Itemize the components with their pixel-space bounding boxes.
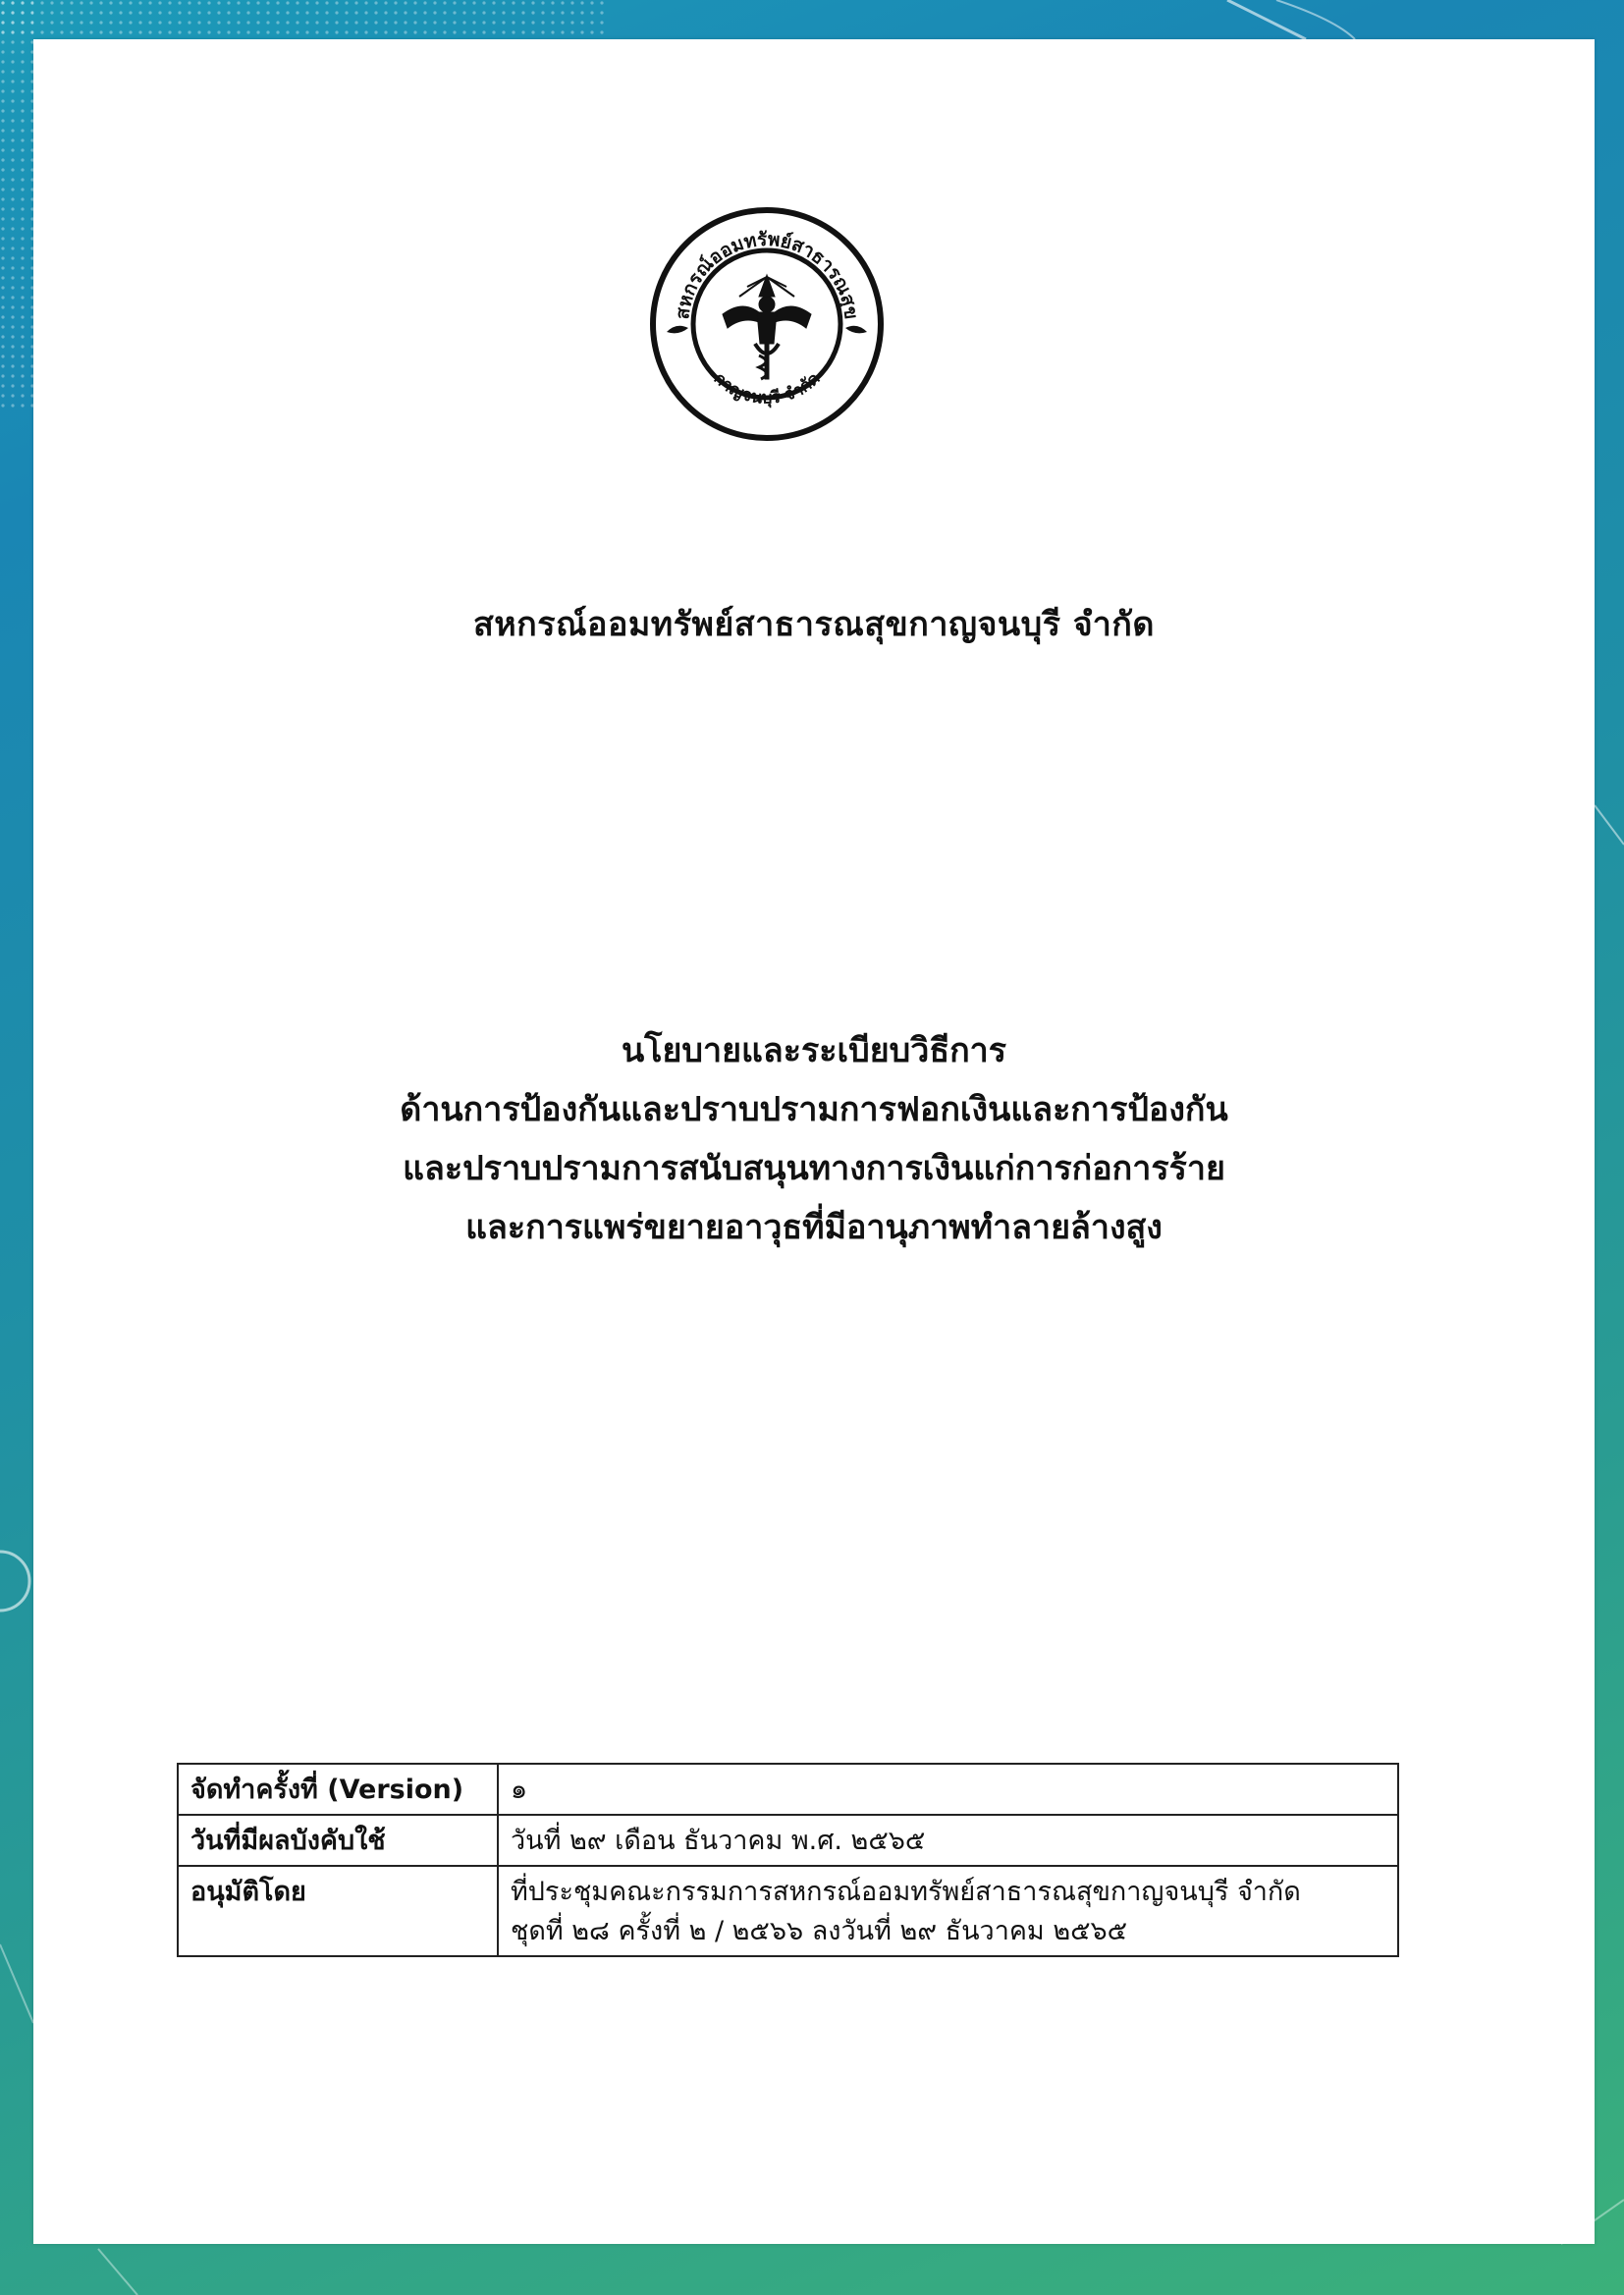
effective-date-label: วันที่มีผลบังคับใช้ [178, 1815, 498, 1866]
version-value: ๑ [498, 1764, 1398, 1815]
table-row [178, 1764, 1398, 1815]
policy-title-line-4: และการแพร่ขยายอาวุธที่มีอานุภาพทำลายล้างสูง [465, 1208, 1163, 1247]
version-label: จัดทำครั้งที่ (Version) [178, 1764, 498, 1815]
document-page [33, 39, 1595, 2244]
seal-bottom-text: กาญจนบุรี จำกัด [709, 368, 825, 409]
approved-by-value [498, 1866, 1398, 1956]
policy-title-line-1: นโยบายและระเบียบวิธีการ [621, 1031, 1007, 1070]
table-row [178, 1866, 1398, 1956]
policy-title-line-2: ด้านการป้องกันและปราบปรามการฟอกเงินและการป้องกัน [400, 1090, 1228, 1129]
cooperative-seal-logo [649, 206, 885, 442]
organization-title: สหกรณ์ออมทรัพย์สาธารณสุขกาญจนบุรี จำกัด [473, 605, 1155, 644]
seal-top-text: สหกรณ์ออมทรัพย์สาธารณสุข [672, 228, 862, 321]
effective-date-value: วันที่ ๒๙ เดือน ธันวาคม พ.ศ. ๒๕๖๕ [498, 1815, 1398, 1866]
policy-title-line-3: และปราบปรามการสนับสนุนทางการเงินแก่การก่อการร้าย [403, 1149, 1225, 1188]
garuda-emblem-icon [723, 275, 811, 379]
approved-by-label: อนุมัติโดย [178, 1866, 498, 1956]
approved-by-line-2: ชุดที่ ๒๘ ครั้งที่ ๒ / ๒๕๖๖ ลงวันที่ ๒๙ ธันวาคม ๒๕๖๕ [511, 1916, 1128, 1946]
table-row [178, 1815, 1398, 1866]
approved-by-line-1: ที่ประชุมคณะกรรมการสหกรณ์ออมทรัพย์สาธารณสุขกาญจนบุรี จำกัด [511, 1877, 1301, 1907]
policy-title [33, 1021, 1595, 1257]
document-info-table [177, 1763, 1399, 1957]
